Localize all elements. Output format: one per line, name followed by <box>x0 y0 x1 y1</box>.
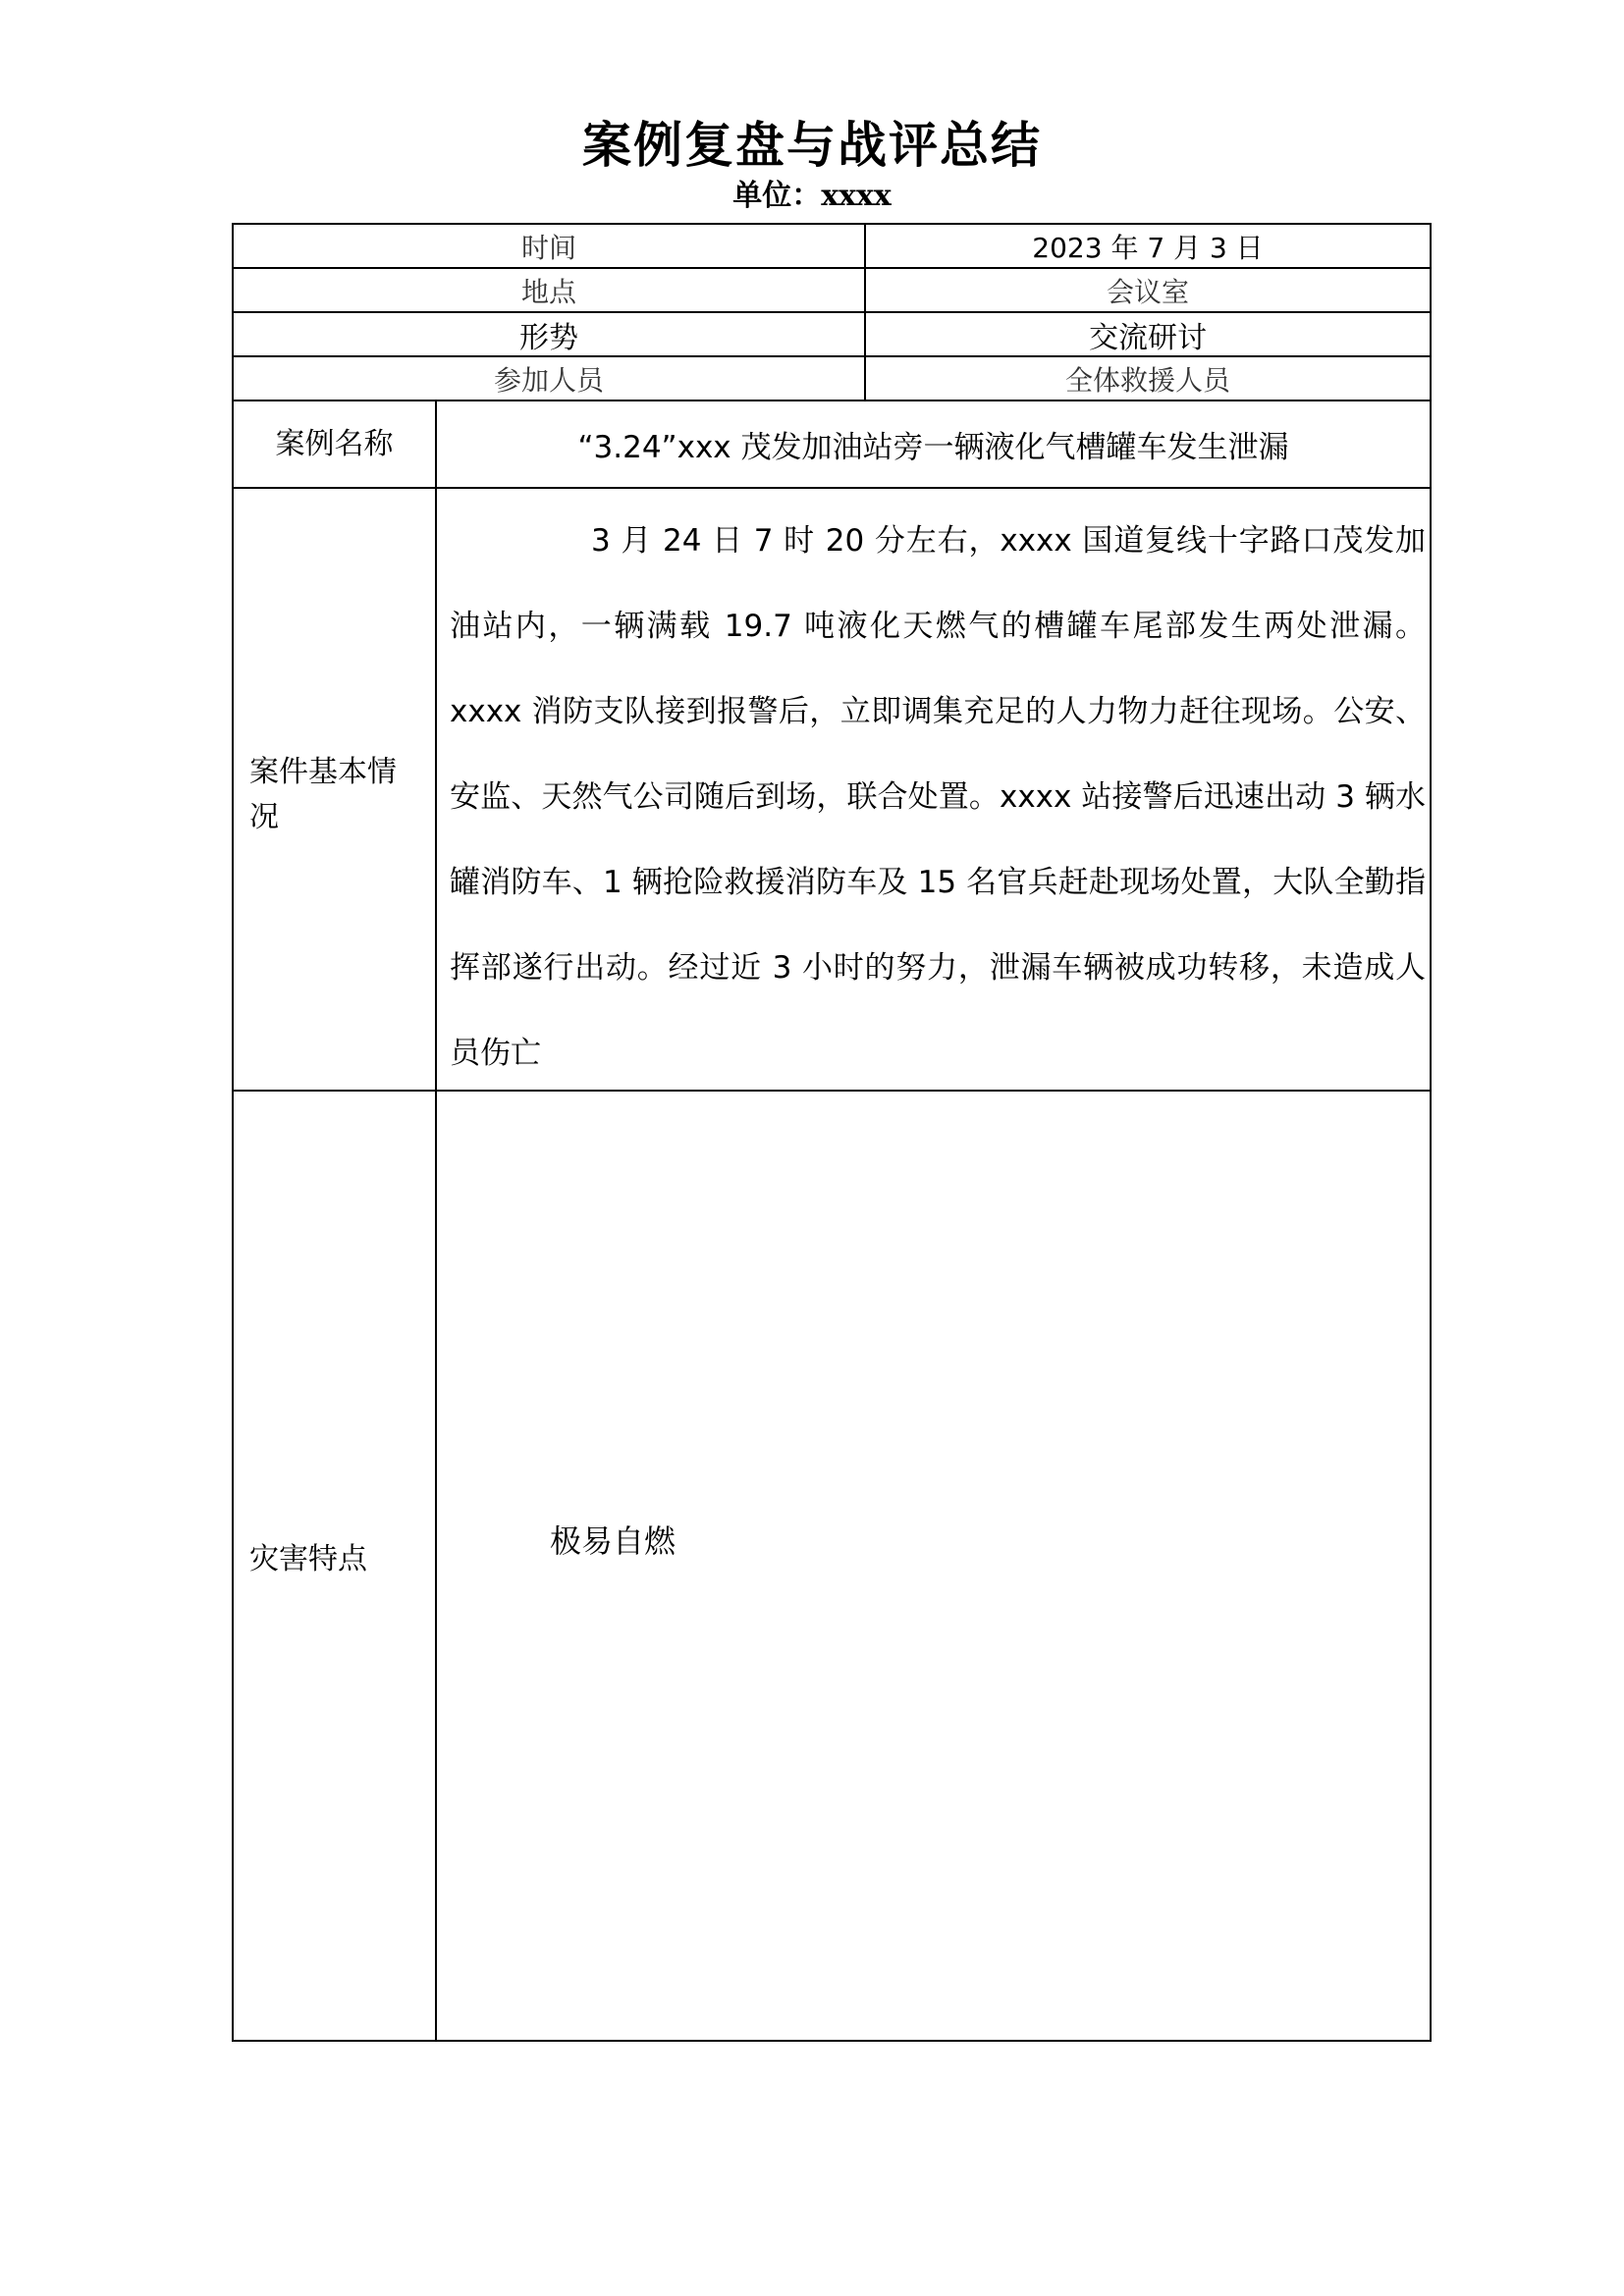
column-divider-bottom <box>435 400 437 2042</box>
case-name-label: 案例名称 <box>275 426 394 461</box>
format-value: 交流研讨 <box>1089 320 1207 355</box>
row-divider <box>232 487 1432 489</box>
case-basic-text: 3 月 24 日 7 时 20 分左右，xxxx 国道复线十字路口茂发加油站内，一辆满载 19.7 吨液化天燃气的槽罐车尾部发生两处泄漏。xxxx 消防支队接到报警后，立即调集充足的人力物力赶往现场。公安、安监、天然气公司随后到场，联合处置。xxxx 站接警后迅速出动 3 辆水罐消防车、1 辆抢险救援消防车及 15 名官兵赶赴现场处置，大队全勤指挥部遂行出动。经过近 3 小时的努力，泄漏车辆被成功转移，未造成人员伤亡 <box>450 523 1426 1071</box>
location-value: 会议室 <box>1106 275 1189 308</box>
case-basic-label: 案件基本情况 <box>249 755 397 834</box>
location-label: 地点 <box>520 275 576 308</box>
participants-label: 参加人员 <box>493 363 604 397</box>
disaster-text: 极易自燃 <box>550 1522 677 1560</box>
participants-value: 全体救援人员 <box>1064 363 1230 397</box>
case-name-value: “3.24”xxx 茂发加油站旁一辆液化气槽罐车发生泄漏 <box>577 430 1289 465</box>
unit-label: 单位： <box>732 179 822 213</box>
document-title: 案例复盘与战评总结 <box>582 116 1042 174</box>
disaster-label: 灾害特点 <box>249 1542 367 1576</box>
table-border-bottom <box>232 2040 1432 2042</box>
time-value: 2023 年 7 月 3 日 <box>1032 231 1264 264</box>
time-label: 时间 <box>520 231 576 264</box>
table-border-left <box>232 223 234 2042</box>
format-label: 形势 <box>519 320 578 355</box>
unit-line <box>0 177 1624 216</box>
unit-value: xxxx <box>821 179 892 213</box>
table-border-right <box>1430 223 1432 2042</box>
